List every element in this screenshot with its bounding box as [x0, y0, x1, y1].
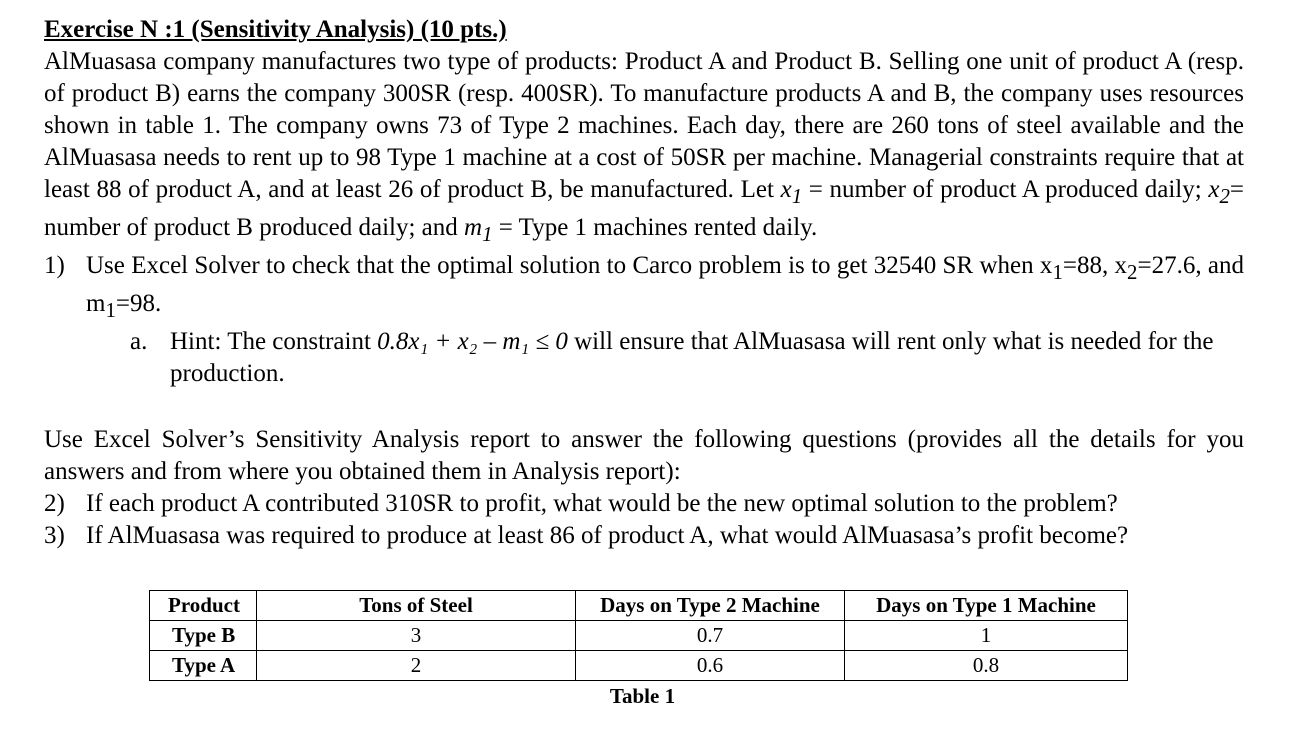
question-2-number: 2) — [44, 490, 65, 517]
intro-text-4: = Type 1 machines rented daily. — [492, 214, 818, 241]
question-2-text: If each product A contributed 310SR to profit, what would be the new optimal solution to the problem? — [86, 490, 1118, 517]
table-header-cell: Tons of Steel — [257, 591, 576, 621]
resource-table — [149, 590, 1128, 681]
question-1 — [44, 250, 1244, 326]
constraint-formula: 0.8x₁ + x₂ – m₁ ≤ 0 — [377, 328, 568, 355]
var-x2-subscript: 2 — [1219, 184, 1230, 208]
table-row-label: Type B — [150, 621, 257, 651]
question-1a-letter: a. — [130, 328, 148, 355]
table-cell: 1 — [845, 621, 1128, 651]
intro-text-3: = number of product B produced daily; and — [44, 176, 1245, 241]
table-cell: 0.7 — [576, 621, 845, 651]
intro-text-1: AlMuasasa company manufactures two type of products: Product A and Product B. Selling one unit of product A (resp. of product B) earns the company 300SR (resp. 400SR). To manufacture products A and B, the company uses resources shown in table 1. The company owns 73 of Type 2 machines. Each day, there are 260 tons of steel available and the AlMuasasa needs to rent up to 98 Type 1 machine at a cost of 50SR per machine. Managerial constraints require that at least 88 of product A, and at least 26 of product B, be manufactured. Let — [44, 48, 1244, 203]
question-1a-text: Hint: The constraint 0.8x₁ + x₂ – m₁ ≤ 0 will ensure that AlMuasasa will rent only what is needed for the production. — [170, 328, 1214, 387]
problem-statement — [44, 46, 1244, 250]
exercise-document — [44, 14, 1244, 552]
table-cell: 0.6 — [576, 651, 845, 681]
table-header-cell: Days on Type 2 Machine — [576, 591, 845, 621]
question-2 — [44, 488, 1244, 520]
question-1a — [44, 326, 1244, 390]
table-row-label: Type A — [150, 651, 257, 681]
intro-text-2: = number of product A produced daily; — [802, 176, 1209, 203]
question-3 — [44, 520, 1244, 552]
question-3-number: 3) — [44, 522, 65, 549]
table-header-cell: Days on Type 1 Machine — [845, 591, 1128, 621]
table-cell: 3 — [257, 621, 576, 651]
var-x1-subscript: 1 — [791, 184, 803, 208]
question-3-text: If AlMuasasa was required to produce at least 86 of product A, what would AlMuasasa’s profit become? — [86, 522, 1129, 549]
question-1-text: Use Excel Solver to check that the optimal solution to Carco problem is to get 32540 SR when $x_1=88$, $x_2=27.6$, and $m_1=98$. — [86, 252, 1244, 322]
exercise-title: Exercise N :1 (Sensitivity Analysis) (10 pts.) — [44, 16, 507, 43]
var-m1-subscript: 1 — [482, 222, 493, 246]
table-cell: 0.8 — [845, 651, 1128, 681]
table-row — [150, 621, 1128, 651]
table-row — [150, 651, 1128, 681]
table-header-row — [150, 591, 1128, 621]
table-caption: Table 1 — [609, 684, 676, 708]
table-header-cell: Product — [150, 591, 257, 621]
question-1-number: 1) — [44, 252, 65, 279]
instructions-paragraph: Use Excel Solver’s Sensitivity Analysis report to answer the following questions (provides all the details for you answers and from where you obtained them in Analysis report): — [44, 426, 1244, 485]
var-m1: m — [464, 214, 483, 241]
table-cell: 2 — [257, 651, 576, 681]
var-x2: x — [1208, 176, 1220, 203]
var-x1: x — [780, 176, 792, 203]
